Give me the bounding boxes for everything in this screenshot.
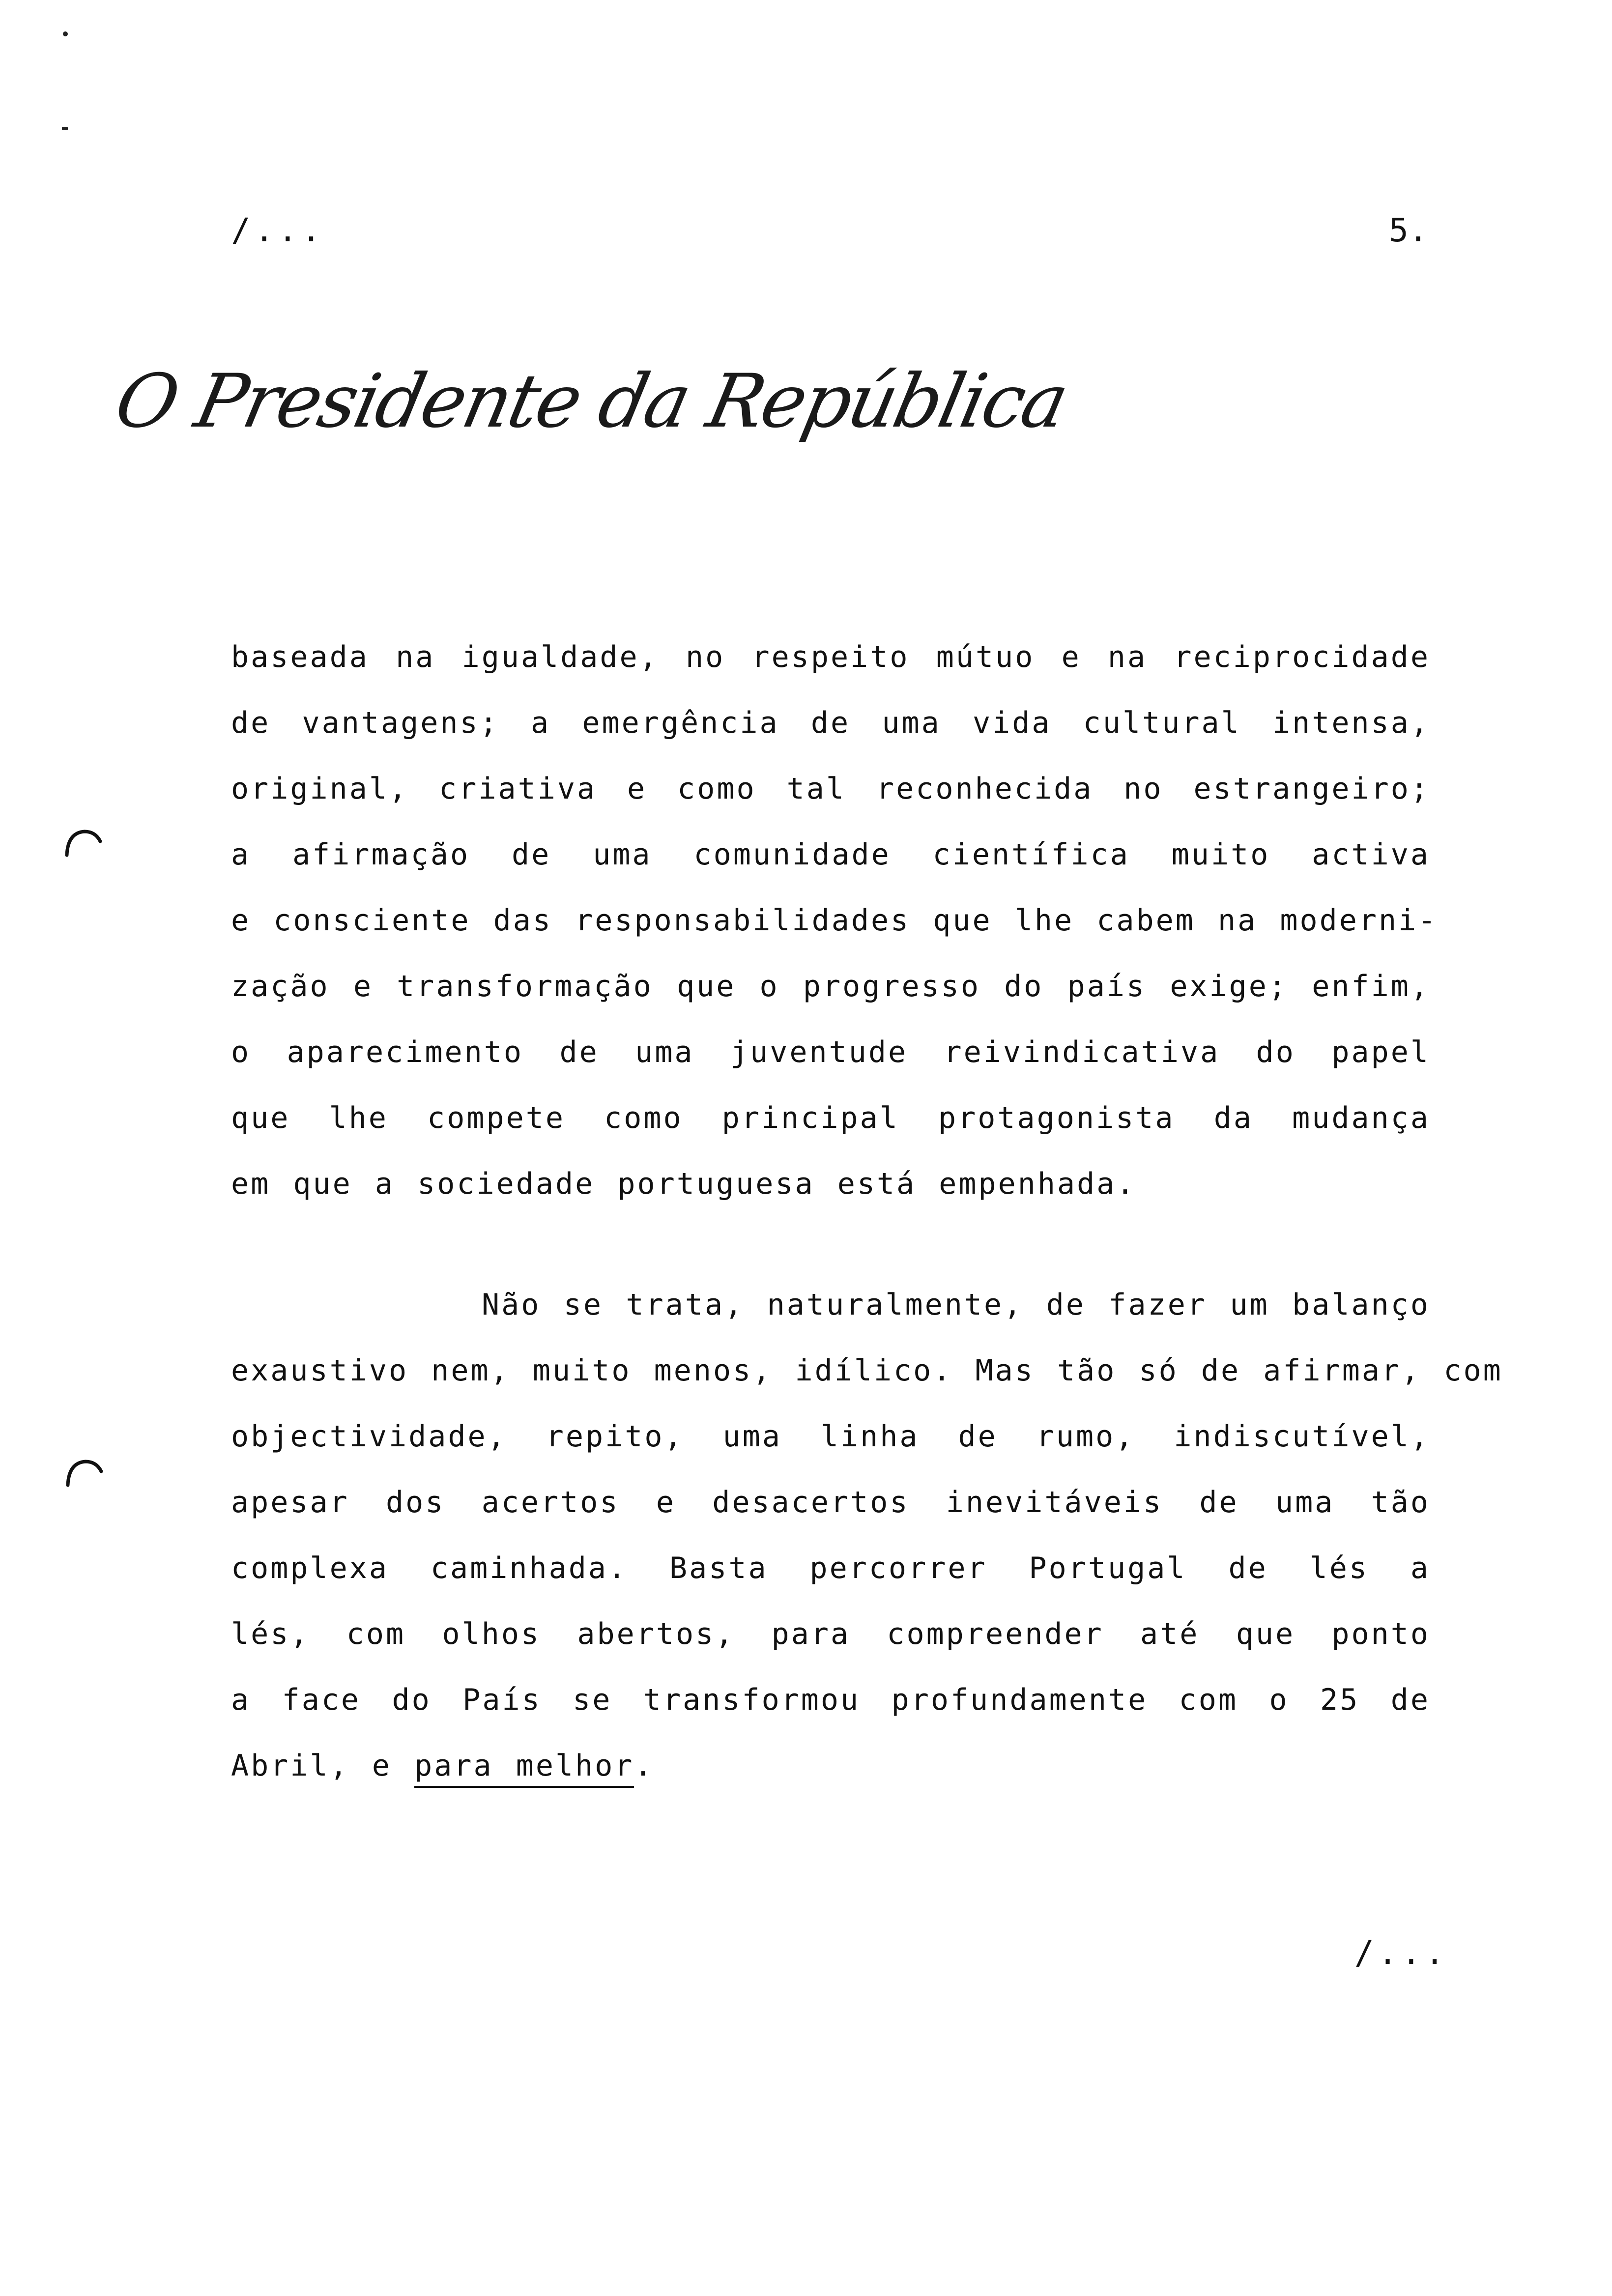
underlined-emphasis: para melhor [414,1749,634,1788]
letterhead-title: O Presidente da República [108,359,1074,444]
text-line: a afirmação de uma comunidade científica muito activa [231,837,1430,872]
text-segment: Abril, e [231,1749,415,1783]
text-segment: . [634,1749,654,1783]
text-line: o aparecimento de uma juventude reivindicativa do papel [231,1035,1430,1069]
text-line-final [231,1733,1430,1799]
text-line: original, criativa e como tal reconhecida no estrangeiro; [231,772,1430,806]
scan-speck [62,127,68,130]
text-line: Não se trata, naturalmente, de fazer um balanço [482,1288,1430,1322]
text-line: exaustivo nem, muito menos, idílico. Mas tão só de afirmar, com [231,1353,1503,1388]
text-line: que lhe compete como principal protagonista da mudança [231,1101,1430,1135]
text-line: em que a sociedade portuguesa está empenhada. [231,1167,1136,1201]
page-number: 5. [1389,211,1428,249]
scan-speck [63,31,68,36]
text-line: complexa caminhada. Basta percorrer Portugal de lés a [231,1551,1430,1585]
text-line: zação e transformação que o progresso do país exige; enfim, [231,969,1430,1004]
continuation-marker-top: /... [231,211,325,249]
text-line: objectividade, repito, uma linha de rumo, indiscutível, [231,1419,1430,1454]
text-line: apesar dos acertos e desacertos inevitáveis de uma tão [231,1485,1430,1520]
text-line: e consciente das responsabilidades que lhe cabem na moderni- [231,903,1438,938]
text-line: a face do País se transformou profundamente com o 25 de [231,1683,1430,1717]
text-line: de vantagens; a emergência de uma vida cultural intensa, [231,706,1430,740]
paragraph-2 [231,1272,1503,1799]
binder-hole-mark [63,826,102,865]
paragraph-1 [231,624,1438,1217]
continuation-marker-bottom: /... [1354,1934,1448,1972]
binder-hole-mark [64,1455,103,1494]
text-line: baseada na igualdade, no respeito mútuo e na reciprocidade [231,640,1430,674]
text-line: lés, com olhos abertos, para compreender até que ponto [231,1617,1430,1651]
